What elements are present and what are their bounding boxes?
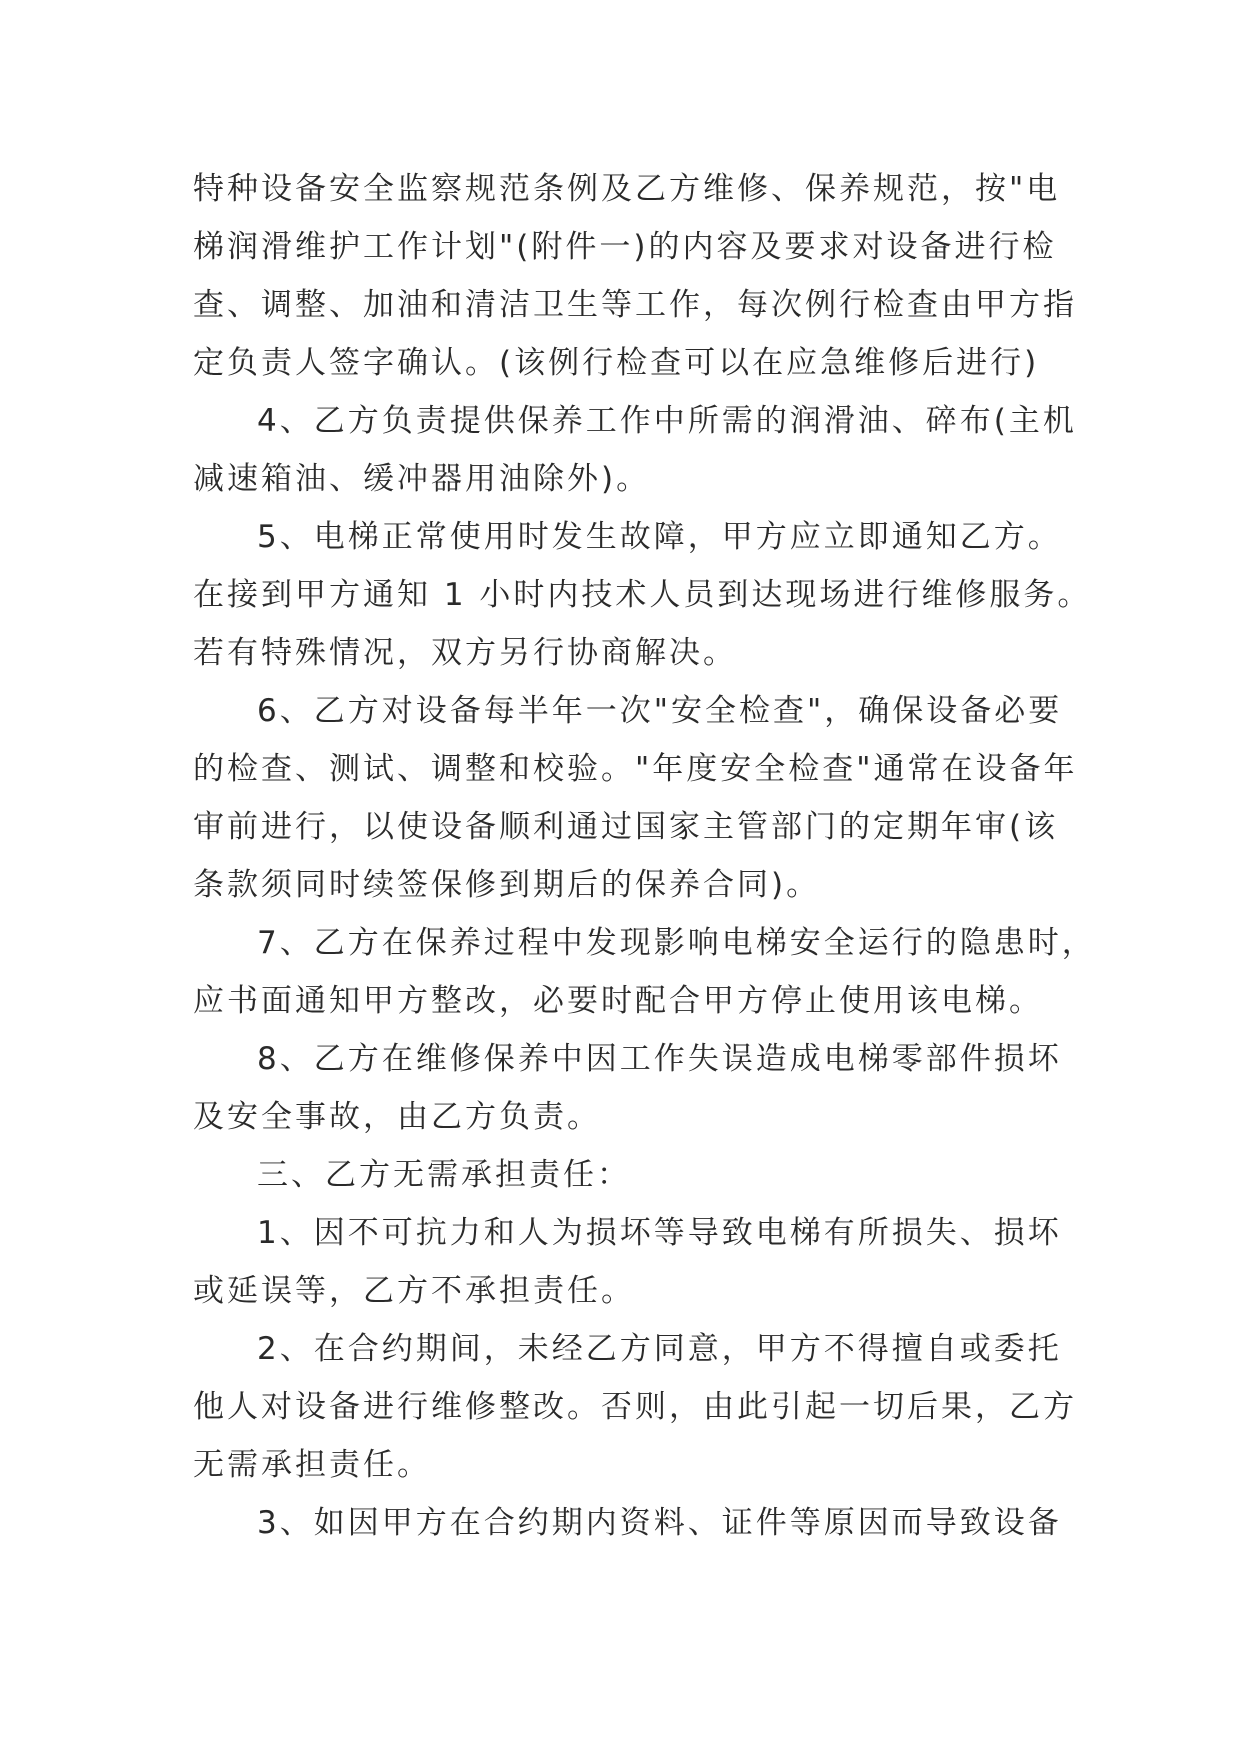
text-line: 审前进行，以使设备顺利通过国家主管部门的定期年审(该 — [193, 809, 1059, 845]
text-line: 7、乙方在保养过程中发现影响电梯安全运行的隐患时， — [257, 925, 1096, 961]
text-line: 6、乙方对设备每半年一次"安全检查"，确保设备必要 — [257, 693, 1063, 729]
text-line: 查、调整、加油和清洁卫生等工作，每次例行检查由甲方指 — [193, 287, 1077, 323]
text-line: 1、因不可抗力和人为损坏等导致电梯有所损失、损坏 — [257, 1215, 1062, 1251]
text-line: 减速箱油、缓冲器用油除外)。 — [193, 461, 651, 497]
text-line: 3、如因甲方在合约期内资料、证件等原因而导致设备 — [257, 1505, 1062, 1541]
text-line: 2、在合约期间，未经乙方同意，甲方不得擅自或委托 — [257, 1331, 1062, 1367]
text-line: 他人对设备进行维修整改。否则，由此引起一切后果，乙方 — [193, 1389, 1077, 1425]
text-line: 的检查、测试、调整和校验。"年度安全检查"通常在设备年 — [193, 751, 1078, 787]
text-line: 在接到甲方通知 1 小时内技术人员到达现场进行维修服务。 — [193, 577, 1092, 613]
text-line: 条款须同时续签保修到期后的保养合同)。 — [193, 867, 821, 903]
text-line: 定负责人签字确认。(该例行检查可以在应急维修后进行) — [193, 345, 1040, 381]
document-body — [193, 160, 1096, 1552]
text-line: 5、电梯正常使用时发生故障，甲方应立即通知乙方。 — [257, 519, 1062, 555]
text-line: 若有特殊情况，双方另行协商解决。 — [193, 635, 737, 671]
text-line: 三、乙方无需承担责任： — [257, 1157, 631, 1193]
text-line: 梯润滑维护工作计划"(附件一)的内容及要求对设备进行检 — [193, 229, 1057, 265]
text-line: 应书面通知甲方整改，必要时配合甲方停止使用该电梯。 — [193, 983, 1043, 1019]
text-line: 特种设备安全监察规范条例及乙方维修、保养规范，按"电 — [193, 171, 1061, 207]
text-line: 及安全事故，由乙方负责。 — [193, 1099, 601, 1135]
text-line: 4、乙方负责提供保养工作中所需的润滑油、碎布(主机 — [257, 403, 1077, 439]
text-line: 无需承担责任。 — [193, 1447, 431, 1483]
text-line: 或延误等，乙方不承担责任。 — [193, 1273, 635, 1309]
text-line: 8、乙方在维修保养中因工作失误造成电梯零部件损坏 — [257, 1041, 1062, 1077]
